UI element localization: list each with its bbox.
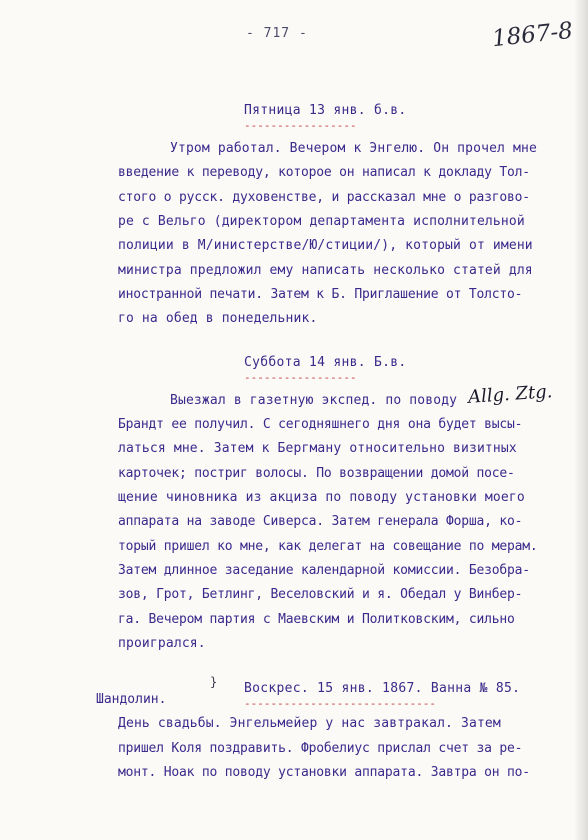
entry-text-line: Выезжал в газетную экспед. по поводу	[170, 393, 458, 408]
margin-note: Шандолин.	[96, 692, 167, 707]
handwritten-insertion: Allg. Ztg.	[467, 381, 554, 408]
entry-text-line: ре с Вельго (директором департамента исполнительной	[118, 214, 525, 229]
entry-text-line: латься мне. Затем к Бергману относительно визитных	[118, 441, 517, 456]
entry-heading-underline: -----------------	[244, 119, 357, 132]
entry-text-line: стого о русск. духовенстве, и рассказал мне о разгово-	[118, 190, 530, 205]
entry-text-line: полиции в М/инистерстве/Ю/стиции/), который от имени	[118, 238, 533, 253]
margin-bracket-mark: }	[210, 675, 218, 689]
entry-text-line: Брандт ее получил. С сегодняшнего дня она будет высы-	[118, 417, 523, 432]
entry-heading-underline: -----------------	[244, 371, 357, 384]
entry-text-line: зов, Грот, Бетлинг, Веселовский и я. Обедал у Винбер-	[118, 587, 523, 602]
entry-text-line: иностранной печати. Затем к Б. Приглашение от Толсто-	[118, 287, 523, 302]
entry-heading-friday: Пятница 13 янв. б.в.	[244, 103, 407, 118]
entry-heading-saturday: Суббота 14 янв. Б.в.	[244, 355, 407, 370]
entry-text-line: Утром работал. Вечером к Энгелю. Он прочел мне	[170, 141, 537, 156]
entry-heading-sunday: Воскрес. 15 янв. 1867. Ванна № 85.	[244, 681, 521, 696]
entry-text-line: га. Вечером партия с Маевским и Политковским, сильно	[118, 612, 515, 627]
entry-text-line: аппарата на заводе Сиверса. Затем генерала Форша, ко-	[118, 514, 523, 529]
entry-text-line: День свадьбы. Энгельмейер у нас завтракал. Затем	[118, 716, 501, 731]
entry-text-line: введение к переводу, которое он написал к докладу Тол-	[118, 165, 530, 180]
entry-text-line: го на обед в понедельник.	[118, 311, 318, 326]
entry-heading-underline: -----------------------------	[244, 697, 437, 710]
entry-text-line: министра предложил ему написать несколько статей для	[118, 263, 533, 278]
entry-text-line: монт. Ноак по поводу установки аппарата. Завтра он по-	[118, 765, 530, 780]
handwritten-year-note: 1867-8	[490, 17, 575, 53]
entry-text-line: пришел Коля поздравить. Фробелиус прислал счет за ре-	[118, 741, 523, 756]
entry-text-line: карточек; постриг волосы. По возвращении домой посе-	[118, 466, 515, 481]
page-number: - 717 -	[246, 26, 308, 41]
page-edge-shadow	[574, 0, 588, 840]
entry-text-line: щение чиновника из акциза по поводу установки моего	[118, 490, 525, 505]
entry-text-line: Затем длинное заседание календарной комиссии. Безобра-	[118, 563, 530, 578]
entry-text-line: проигрался.	[118, 636, 206, 651]
entry-text-line: торый пришел ко мне, как делегат на совещание по мерам.	[118, 539, 538, 554]
